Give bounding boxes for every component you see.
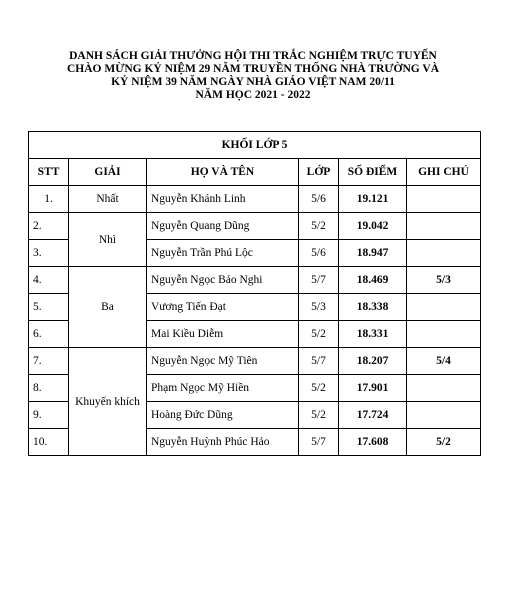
student-score: 17.724 <box>339 402 407 429</box>
student-class: 5/6 <box>299 186 339 213</box>
prize-second: Nhì <box>69 213 147 267</box>
student-note <box>407 186 481 213</box>
student-class: 5/7 <box>299 429 339 456</box>
heading-line-1: DANH SÁCH GIẢI THƯỞNG HỘI THI TRẮC NGHIỆM TRỰC TUYẾN <box>69 50 437 62</box>
table-row <box>29 267 481 294</box>
student-note <box>407 402 481 429</box>
student-note <box>407 213 481 240</box>
student-score: 18.207 <box>339 348 407 375</box>
student-name: Nguyễn Khánh Linh <box>147 186 299 213</box>
document-heading <box>0 50 506 102</box>
row-stt: 2. <box>29 213 69 240</box>
prize-encouragement: Khuyến khích <box>69 348 147 456</box>
student-name: Nguyễn Huỳnh Phúc Hảo <box>147 429 299 456</box>
student-note <box>407 294 481 321</box>
column-header-note: GHI CHÚ <box>407 159 481 186</box>
heading-line-3: KỶ NIỆM 39 NĂM NGÀY NHÀ GIÁO VIỆT NAM 20/11 <box>111 76 395 88</box>
student-name: Nguyễn Quang Dũng <box>147 213 299 240</box>
table-row <box>29 186 481 213</box>
row-stt: 7. <box>29 348 69 375</box>
row-stt: 8. <box>29 375 69 402</box>
row-stt: 9. <box>29 402 69 429</box>
prize-first: Nhất <box>69 186 147 213</box>
student-name: Nguyễn Trần Phú Lộc <box>147 240 299 267</box>
row-stt: 1. <box>29 186 69 213</box>
column-header-prize: GIẢI <box>69 159 147 186</box>
student-score: 19.042 <box>339 213 407 240</box>
student-name: Nguyễn Ngọc Mỹ Tiên <box>147 348 299 375</box>
table-row <box>29 348 481 375</box>
column-header-name: HỌ VÀ TÊN <box>147 159 299 186</box>
row-stt: 6. <box>29 321 69 348</box>
student-class: 5/2 <box>299 213 339 240</box>
table-row <box>29 213 481 240</box>
student-note: 5/3 <box>407 267 481 294</box>
heading-line-4: NĂM HỌC 2021 - 2022 <box>195 89 311 101</box>
student-score: 18.331 <box>339 321 407 348</box>
student-class: 5/2 <box>299 321 339 348</box>
prize-third: Ba <box>69 267 147 348</box>
student-name: Vương Tiến Đạt <box>147 294 299 321</box>
row-stt: 4. <box>29 267 69 294</box>
student-score: 17.608 <box>339 429 407 456</box>
student-note <box>407 240 481 267</box>
table-title: KHỐI LỚP 5 <box>29 132 481 159</box>
table-header-row <box>29 159 481 186</box>
award-table <box>28 131 481 456</box>
row-stt: 5. <box>29 294 69 321</box>
student-name: Mai Kiều Diễm <box>147 321 299 348</box>
row-stt: 10. <box>29 429 69 456</box>
student-score: 19.121 <box>339 186 407 213</box>
student-score: 18.947 <box>339 240 407 267</box>
student-class: 5/6 <box>299 240 339 267</box>
student-name: Nguyễn Ngọc Bảo Nghi <box>147 267 299 294</box>
column-header-class: LỚP <box>299 159 339 186</box>
student-class: 5/2 <box>299 402 339 429</box>
student-note <box>407 375 481 402</box>
column-header-stt: STT <box>29 159 69 186</box>
student-score: 18.338 <box>339 294 407 321</box>
student-class: 5/2 <box>299 375 339 402</box>
student-note <box>407 321 481 348</box>
row-stt: 3. <box>29 240 69 267</box>
student-name: Phạm Ngọc Mỹ Hiền <box>147 375 299 402</box>
student-score: 18.469 <box>339 267 407 294</box>
student-class: 5/7 <box>299 348 339 375</box>
student-class: 5/7 <box>299 267 339 294</box>
student-note: 5/2 <box>407 429 481 456</box>
student-name: Hoàng Đức Dũng <box>147 402 299 429</box>
student-class: 5/3 <box>299 294 339 321</box>
column-header-score: SỐ ĐIỂM <box>339 159 407 186</box>
heading-line-2: CHÀO MỪNG KỶ NIỆM 29 NĂM TRUYỀN THỐNG NHÀ TRƯỜNG VÀ <box>66 63 440 75</box>
student-note: 5/4 <box>407 348 481 375</box>
student-score: 17.901 <box>339 375 407 402</box>
table-title-row <box>29 132 481 159</box>
